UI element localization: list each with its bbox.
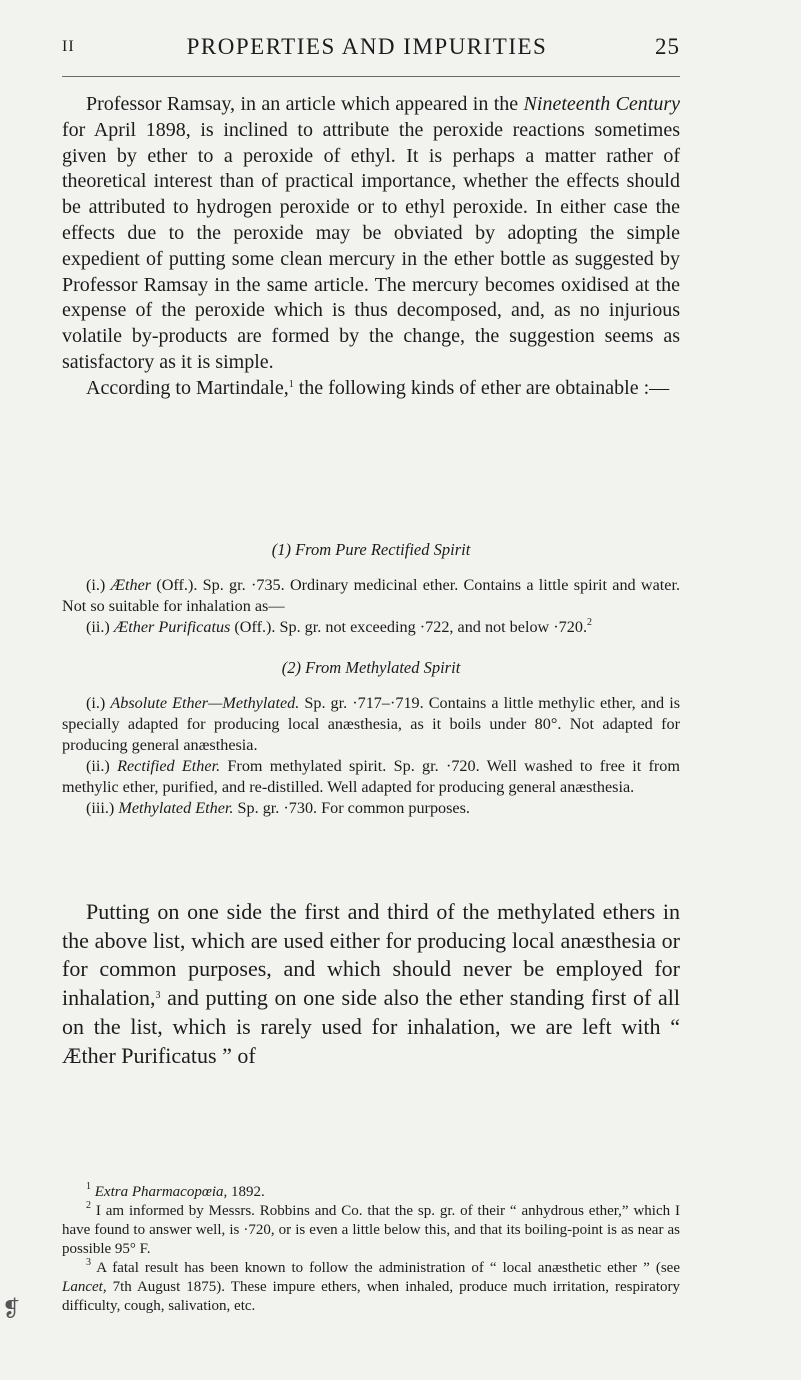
footnote-ref-3: 3: [155, 990, 161, 1002]
paragraph-putting-aside: Putting on one side the first and third of the methylated ethers in the above list, which are used either for producing local anæsthesia or for common purposes, and which should never be employed for inhalation,$^3$ and putting on one side also the ether standing first of all on the list, which is rarely used for inhalation, we are left with “ Æther Purificatus ” of: [62, 899, 680, 1068]
footnote-ref-2: 2: [587, 617, 592, 628]
page-number: 25: [655, 34, 680, 59]
section-1-list: [62, 575, 680, 638]
footnote-2: $^2$ I am informed by Messrs. Robbins and Co. that the sp. gr. of their “ anhydrous ether,” which I have found to answer well, is ·720, or is even a little below this, and that its boiling-point is as near as possible 95° F.: [62, 1200, 680, 1257]
running-header: [62, 34, 680, 68]
footnote-3: $^3$ A fatal result has been known to follow the administration of “ local anæsthetic ether ” (see Lancet, 7th August 1875). These impure ethers, when inhaled, produce much irritation, respiratory difficulty, cough, salivation, etc.: [62, 1257, 680, 1314]
list-item: (ii.) Rectified Ether. From methylated spirit. Sp. gr. ·720. Well washed to free it from methylic ether, purified, and re-distilled. Well adapted for producing general anæsthesia.: [62, 757, 680, 796]
section-2-list: [62, 693, 680, 819]
main-text-upper: [62, 92, 680, 402]
footnote-ref-1: 1: [288, 378, 294, 390]
list-item: (i.) Æther (Off.). Sp. gr. ·735. Ordinary medicinal ether. Contains a little spirit and water. Not so suitable for inhalation as—: [62, 576, 680, 615]
scan-blemish-icon: ❡: [2, 1296, 21, 1321]
paragraph-martindale: According to Martindale,$^1$ the following kinds of ether are obtainable :—: [86, 376, 670, 399]
chapter-number: II: [62, 38, 75, 55]
header-rule: [62, 76, 680, 77]
journal-title: Nineteenth Century: [523, 93, 681, 115]
list-item: (ii.) Æther Purificatus (Off.). Sp. gr. not exceeding ·722, and not below ·720.$^2$: [86, 617, 592, 636]
section-heading-1: (1) From Pure Rectified Spirit: [271, 540, 471, 559]
main-text-lower: [62, 898, 680, 1070]
list-item: (iii.) Methylated Ether. Sp. gr. ·730. For common purposes.: [86, 799, 470, 817]
list-item: (i.) Absolute Ether—Methylated. Sp. gr. ·717–·719. Contains a little methylic ether, and is specially adapted for producing local anæsthesia, as it boils under 80°. Not adapted for producing general anæsthesia.: [62, 694, 680, 754]
section-heading-2: (2) From Methylated Spirit: [281, 658, 461, 677]
running-title: PROPERTIES AND IMPURITIES: [186, 34, 548, 59]
paragraph-ramsay: Professor Ramsay, in an article which appeared in the Nineteenth Century for April 1898, is inclined to attribute the peroxide reactions sometimes given by ether to a peroxide of ethyl. It is perhaps a matter rather of theoretical interest than of practical importance, whether the effects should be attributed to hydrogen peroxide or to ethyl peroxide. In either case the effects due to the peroxide may be obviated by adopting the simple expedient of putting some clean mercury in the ether bottle as suggested by Professor Ramsay in the same article. The mercury becomes oxidised at the expense of the peroxide which is thus decomposed, and, as no injurious volatile by-products are formed by the change, the suggestion seems as satisfactory as it is simple.: [62, 93, 681, 373]
footnotes: [62, 1183, 680, 1316]
footnote-1: $^1$ Extra Pharmacopœia, 1892.: [86, 1181, 265, 1200]
